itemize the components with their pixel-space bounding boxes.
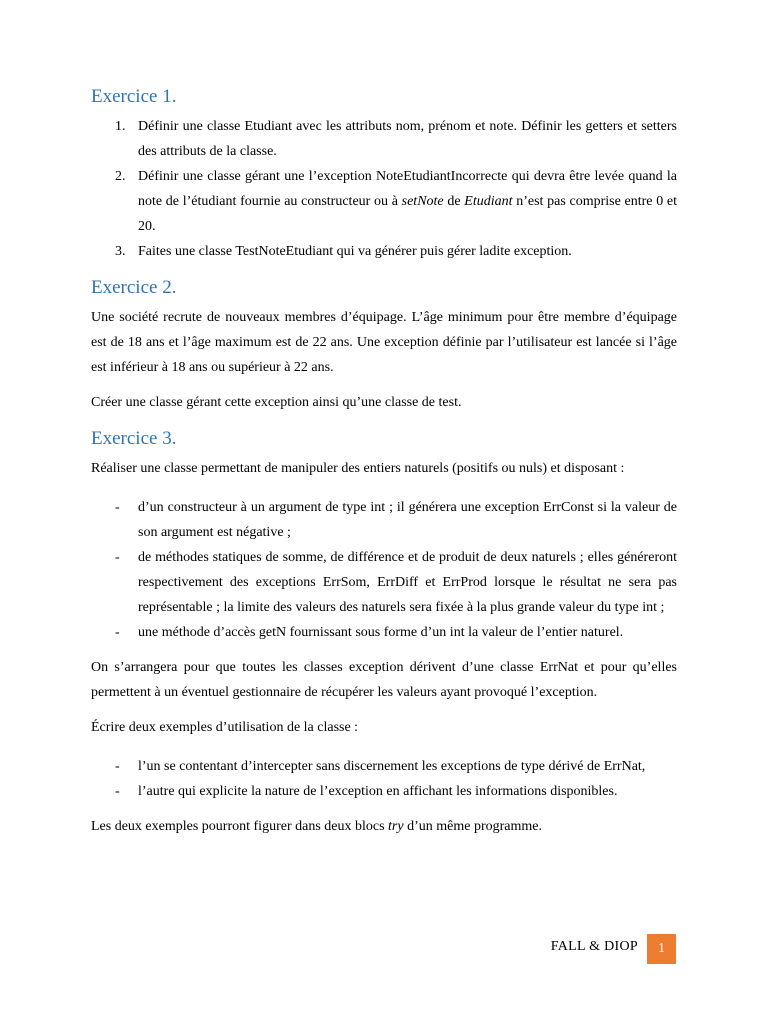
exercise-3-bullet-list — [91, 495, 677, 645]
list-item-text: Faites une classe TestNoteEtudiant qui va générer puis gérer ladite exception. — [138, 244, 572, 259]
exercise-1-list — [91, 114, 677, 264]
text-run: d’un même programme. — [403, 819, 542, 834]
dash-marker: - — [115, 550, 120, 565]
list-item-text: d’un constructeur à un argument de type int ; il générera une exception ErrConst si la valeur de son argument est négative ; — [138, 500, 677, 540]
text-run: de — [443, 194, 465, 209]
dash-marker: - — [115, 500, 120, 515]
list-item — [91, 779, 677, 804]
list-item-text: Définir une classe Etudiant avec les attributs nom, prénom et note. Définir les getters et setters des attributs de la classe. — [138, 119, 677, 159]
page-footer — [0, 934, 768, 964]
list-item-text: une méthode d’accès getN fournissant sous forme d’un int la valeur de l’entier naturel. — [138, 625, 624, 640]
dash-marker: - — [115, 784, 120, 799]
list-item — [91, 754, 677, 779]
dash-marker: - — [115, 759, 120, 774]
paragraph — [91, 814, 677, 839]
exercise-2-heading: Exercice 2. — [91, 277, 177, 298]
list-item-text: l’autre qui explicite la nature de l’exception en affichant les informations disponibles. — [138, 784, 618, 799]
italic-term: Etudiant — [464, 194, 513, 209]
list-item — [91, 114, 677, 164]
list-number: 3. — [115, 244, 126, 259]
paragraph: Créer une classe gérant cette exception ainsi qu’une classe de test. — [91, 395, 462, 410]
exercise-3-heading: Exercice 3. — [91, 428, 177, 449]
list-item — [91, 545, 677, 620]
italic-term: setNote — [401, 194, 444, 209]
paragraph: Écrire deux exemples d’utilisation de la classe : — [91, 720, 359, 735]
list-item — [91, 495, 677, 545]
list-item-text: l’un se contentant d’intercepter sans discernement les exceptions de type dérivé de ErrNat, — [138, 759, 646, 774]
paragraph: Une société recrute de nouveaux membres d’équipage. L’âge minimum pour être membre d’équipage est de 18 ans et l’âge maximum est de 22 ans. Une exception définie par l’utilisateur est lancée si l’âge est inférieur à 18 ans ou supérieur à 22 ans. — [91, 310, 677, 375]
page-number-badge: 1 — [647, 934, 676, 964]
list-item — [91, 164, 677, 239]
dash-marker: - — [115, 625, 120, 640]
list-item — [91, 239, 677, 264]
list-item-text — [138, 169, 677, 234]
text-run: Définir une classe gérant une l’exception NoteEtudiantIncorrecte qui devra être levée quand la note de l’étudiant fournie au constructeur ou à — [138, 169, 677, 209]
text-run: Les deux exemples pourront figurer dans deux blocs — [91, 819, 389, 834]
list-number: 2. — [115, 169, 126, 184]
exercise-1-heading: Exercice 1. — [91, 86, 177, 107]
paragraph: Réaliser une classe permettant de manipuler des entiers naturels (positifs ou nuls) et disposant : — [91, 461, 625, 476]
footer-author: FALL & DIOP — [550, 939, 638, 954]
list-item — [91, 620, 677, 645]
text-run: n’est pas comprise entre 0 et 20. — [138, 194, 677, 234]
list-item-text: de méthodes statiques de somme, de différence et de produit de deux naturels ; elles généreront respectivement des exceptions ErrSom, ErrDiff et ErrProd lorsque le résultat ne sera pas représentable ; la limite des valeurs des naturels sera fixée à la plus grande valeur du type int ; — [138, 550, 677, 615]
italic-term: try — [388, 819, 404, 834]
examples-bullet-list — [91, 754, 677, 804]
paragraph: On s’arrangera pour que toutes les classes exception dérivent d’une classe ErrNat et pour qu’elles permettent à un éventuel gestionnaire de récupérer les valeurs ayant provoqué l’exception. — [91, 660, 677, 700]
list-number: 1. — [115, 119, 126, 134]
document-body — [91, 84, 677, 839]
